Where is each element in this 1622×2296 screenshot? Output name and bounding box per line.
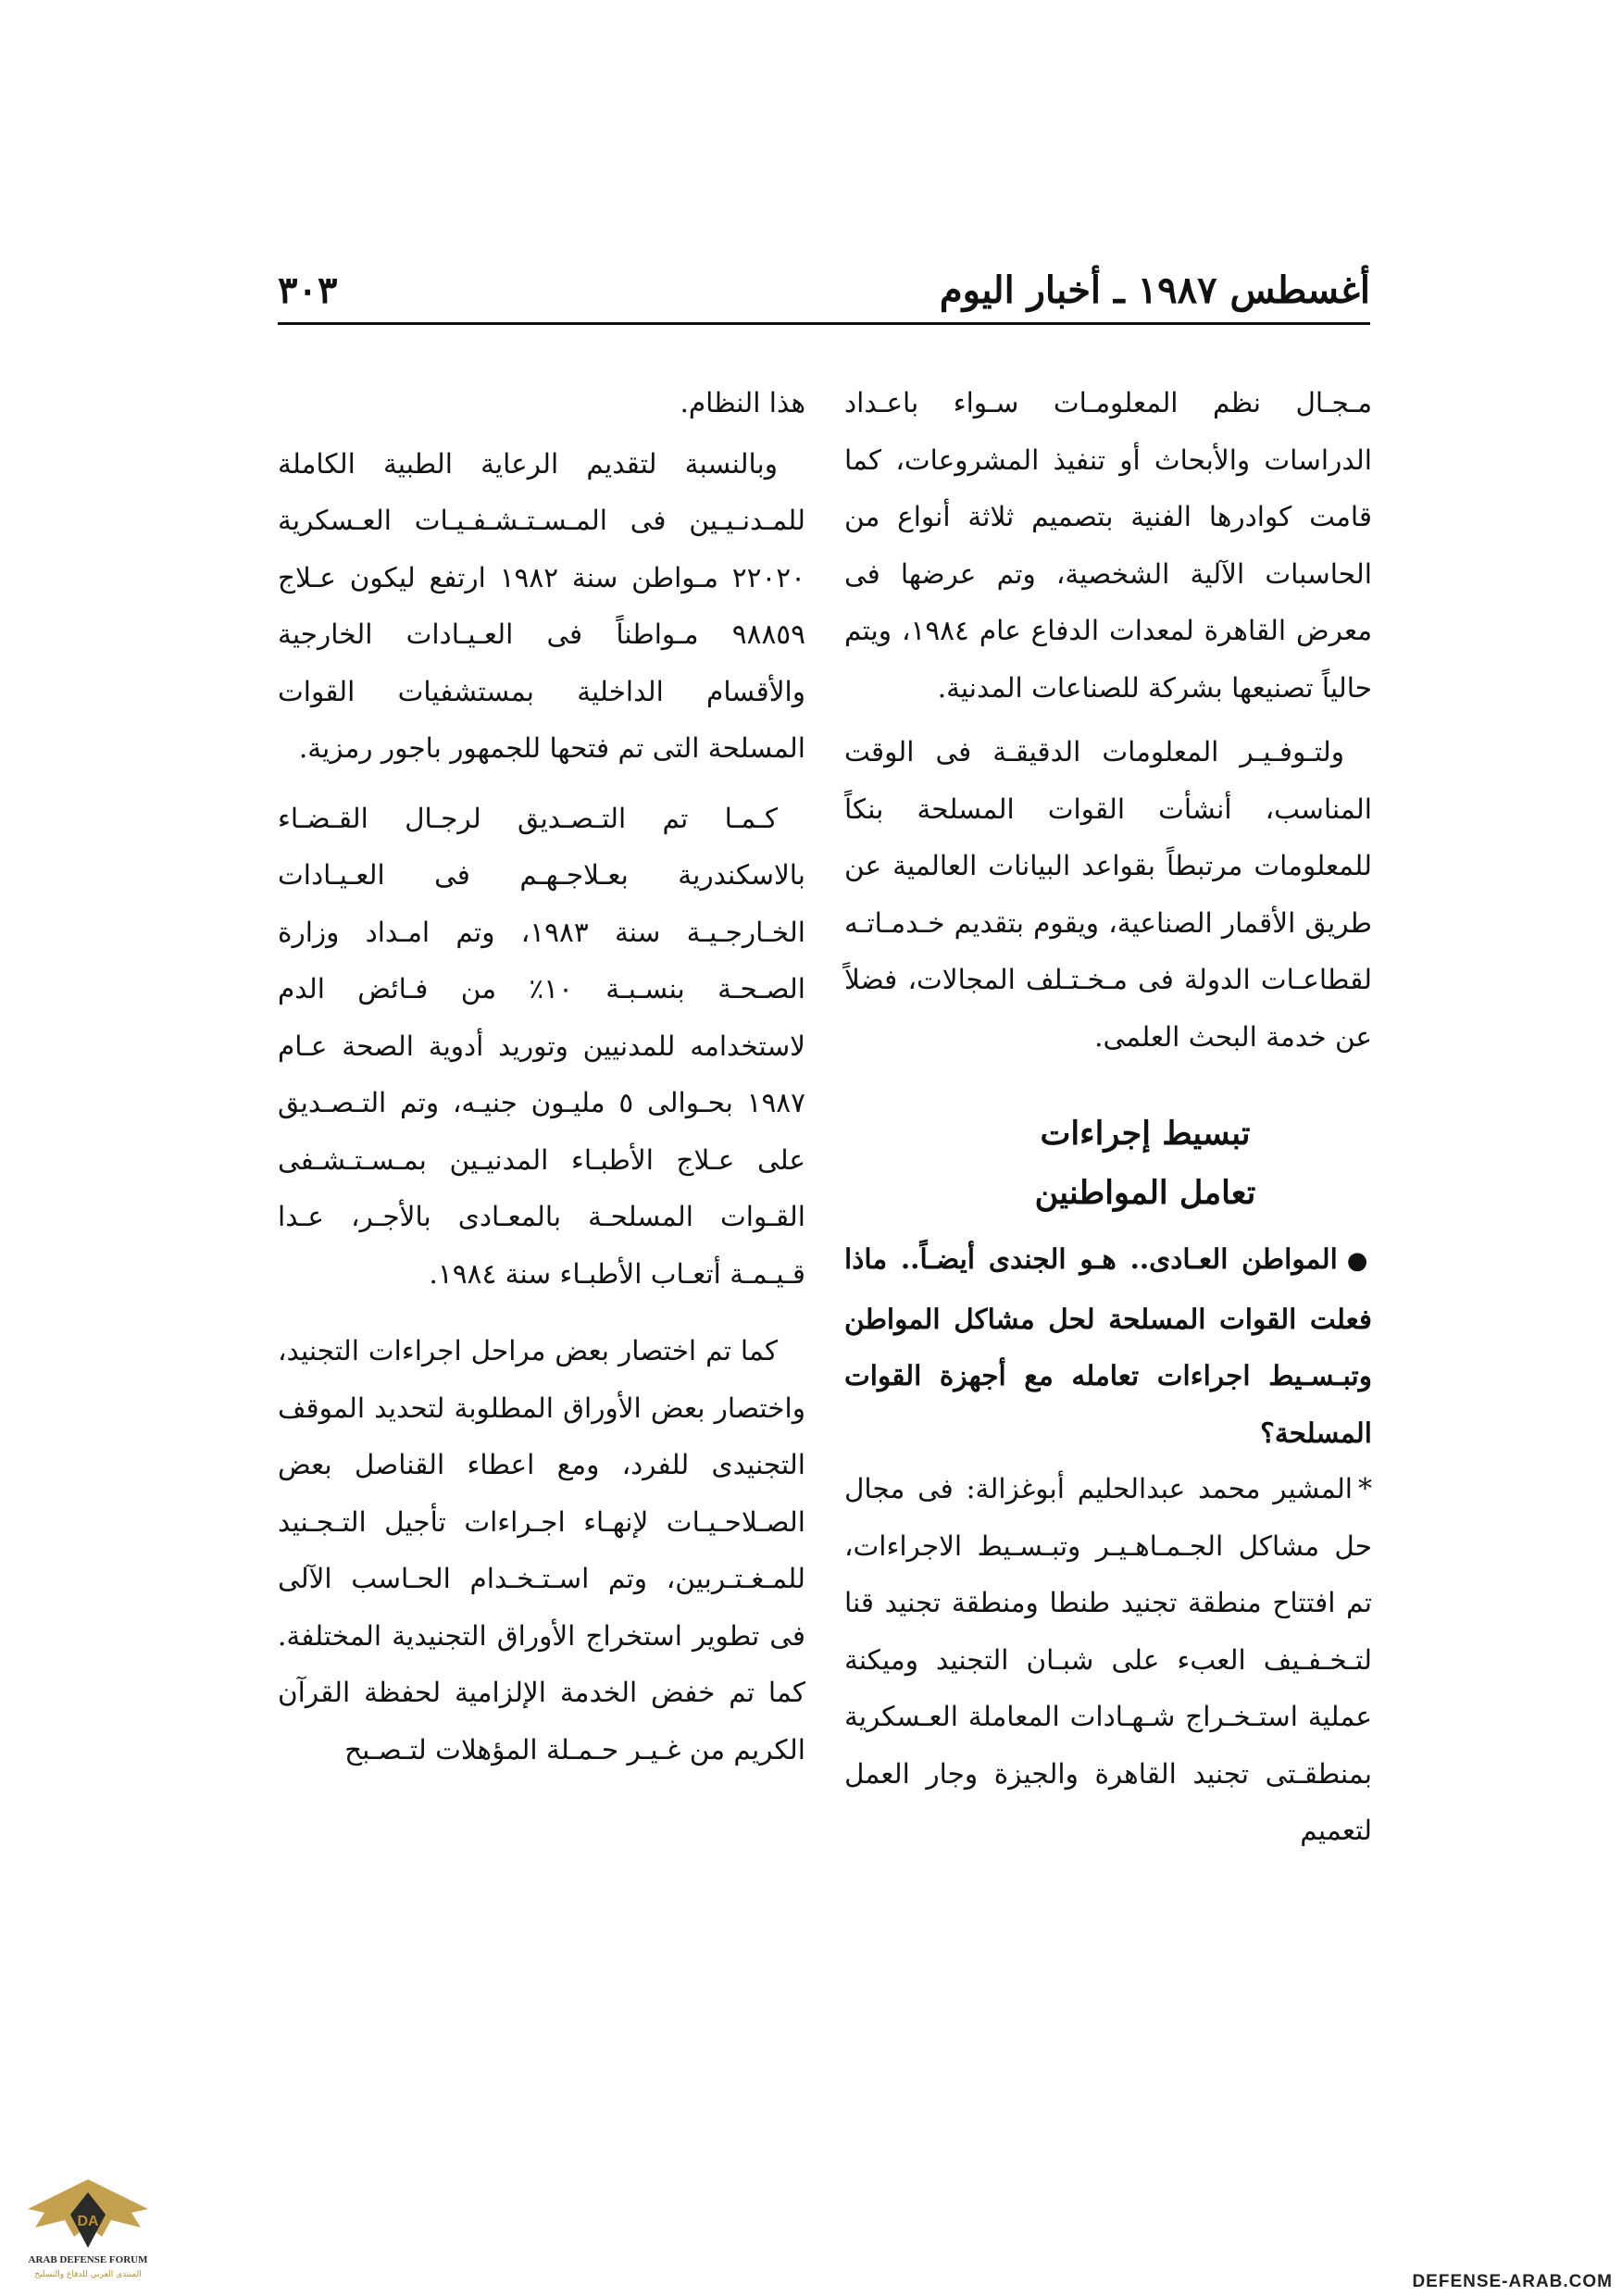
logo-initials: DA [77, 2214, 99, 2229]
left-paragraph-4: كما تم اختصار بعض مراحل اجراءات التجنيد، واختصار بعض الأوراق المطلوبة لتحديد الموقف التجنيدى للفرد، ومع اعطاء القناصل بعض الصـلاحـيـات لإنهـاء اجـراءات تأجيل التـجـنيد للمـغـتـربين، وتم اسـتـخـدام الحـاسب الآلى فى تطوير استخراج الأوراق التجنيدية المختلفة. كما تم خفض الخدمة الإلزامية لحفظة القرآن الكريم من غـيـر حـمـلة المؤهلات لتـصـبح [278, 1335, 805, 1766]
section-heading [844, 1104, 1372, 1223]
interview-answer [844, 1461, 1372, 1860]
left-paragraph-2: وبالنسبة لتقديم الرعاية الطبية الكاملة للمـدنـيـين فى المـسـتـشـفـيـات العـسكرية ٢٢٠٢٠ مـواطن سنة ١٩٨٢ ارتفع ليكون عـلاج ٩٨٨٥٩ مـواطناً فى العـيـادات الخارجية والأقسام الداخلية بمستشفيات القوات المسلحة التى تم فتحها للجمهور باجور رمزية. [278, 447, 805, 764]
section-heading-line-1: تبسيط إجراءات [1040, 1115, 1251, 1153]
page-header [278, 261, 1370, 325]
header-title: أغسطس ١٩٨٧ ـ أخبار اليوم [939, 268, 1370, 312]
forum-logo [9, 2172, 167, 2283]
site-watermark: DEFENSE-ARAB.COM [1412, 2272, 1613, 2291]
answer-text: المشير محمد عبدالحليم أبوغزالة: فى مجال حل مشاكل الجـمـاهـيـر وتبـسـيط الاجراءات، تم افتتاح منطقة تجنيد طنطا ومنطقة تجنيد قنا لتـخـفـيف العبء على شبـان التجنيد وميكنة عملية استـخـراج شـهـادات المعاملة العـسكرية بمنطقـتى تجنيد القاهرة والجيزة وجار العمل لتعميم [844, 1473, 1372, 1846]
question-text: المواطن العـادى.. هـو الجندى أيضـاً.. ماذا فعلت القوات المسلحة لحل مشاكل المواطن وتبـسـيط اجراءات تعامله مع أجهزة القوات المسلحة؟ [844, 1242, 1372, 1449]
right-paragraph-2: ولتـوفـيـر المعلومات الدقيقـة فى الوقت المناسب، أنشأت القوات المسلحة بنكاً للمعلومات مرتبطاً بقواعد البيانات العالمية عن طريق الأقمار الصناعية، ويقوم بتقديم خـدمـاتـه لقطاعـات الدولة فى مـخـتـلف المجالات، فضلاً عن خدمة البحث العلمى. [844, 736, 1372, 1053]
left-column [278, 375, 805, 1778]
forum-logo-icon [9, 2172, 167, 2283]
logo-caption-ar: المنتدى العربي للدفاع والتسليح [34, 2270, 142, 2279]
bullet-icon: ● [1346, 1247, 1373, 1275]
logo-caption-en: ARAB DEFENSE FORUM [28, 2254, 148, 2265]
section-heading-line-2: تعامل المواطنين [1034, 1174, 1256, 1212]
page-number: ٣٠٣ [278, 268, 338, 312]
star-icon: * [1358, 1473, 1372, 1505]
left-paragraph-3: كـمـا تم التـصـديق لرجـال القـضـاء بالاسكندرية بعـلاجـهـم فى العـيـادات الخـارجـيـة سنة ١٩٨٣، وتم امـداد وزارة الصـحـة بنسـبـة ١٠٪ من فـائض الدم لاستخدامه للمدنيين وتوريد أدوية الصحة عـام ١٩٨٧ بحـوالى ٥ مليـون جنيـه، وتم التـصـديق على عـلاج الأطبـاء المدنيـين بمـسـتـشـفى القـوات المسلحـة بالمعـادى بالأجـر، عـدا قـيـمـة أتعـاب الأطبـاء سنة ١٩٨٤. [278, 802, 805, 1290]
interview-question [844, 1230, 1372, 1461]
left-paragraph-1: هذا النظام. [680, 387, 805, 418]
right-paragraph-1: مـجـال نظم المعلومـات سـواء باعـداد الدراسات والأبحاث أو تنفيذ المشروعات، كما قامت كوادرها الفنية بتصميم ثلاثة أنواع من الحاسبات الآلية الشخصية، وتم عرضها فى معرض القاهرة لمعدات الدفاع عام ١٩٨٤، ويتم حالياً تصنيعها بشركة للصناعات المدنية. [844, 387, 1372, 704]
right-column [844, 375, 1372, 1860]
